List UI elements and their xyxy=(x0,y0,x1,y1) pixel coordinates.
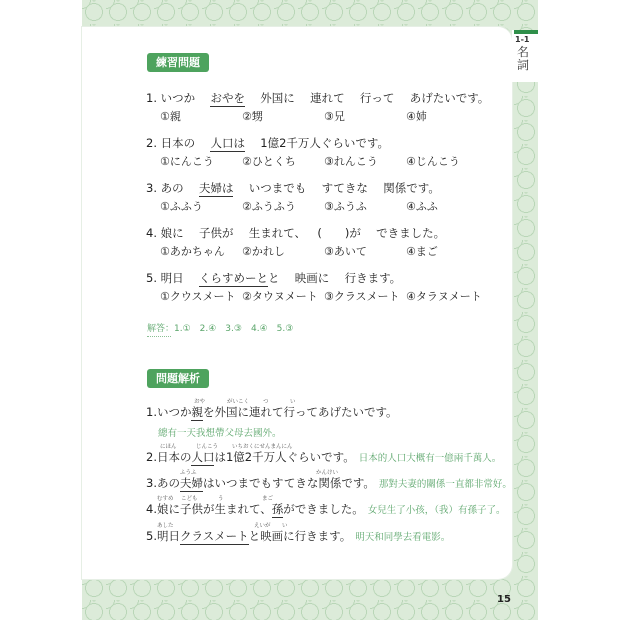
option[interactable]: ①あかちゃん xyxy=(160,245,225,258)
options-5 xyxy=(160,288,482,304)
furigana: えいが xyxy=(254,523,271,529)
chapter-title: 名詞 xyxy=(517,45,530,72)
option[interactable]: ④ふふ xyxy=(406,200,438,213)
translation: 那對夫妻的關係一直都非常好。 xyxy=(378,479,512,490)
option[interactable]: ②ふうふう xyxy=(242,200,296,213)
option[interactable]: ②甥 xyxy=(242,110,263,123)
translation: 明天和同學去看電影。 xyxy=(355,532,451,543)
translation: 總有一天我想帶父母去國外。 xyxy=(158,428,282,439)
furigana: つ xyxy=(263,399,269,405)
furigana: かんけい xyxy=(316,470,339,476)
furigana: まご xyxy=(262,496,274,502)
page-number: 15 xyxy=(497,594,511,605)
option[interactable]: ④じんこう xyxy=(406,155,460,168)
question-number: 2. xyxy=(146,136,157,150)
question-1: 1. いつか おやを 外国に 連れて 行って あげたいです。 xyxy=(146,91,490,105)
question-2: 2. 日本の 人口は 1億2千万人ぐらいです。 xyxy=(146,136,389,150)
question-target: 夫婦は xyxy=(198,181,234,195)
question-text: いつか xyxy=(160,91,196,105)
furigana: こども xyxy=(181,496,198,502)
answer-word: 夫婦 xyxy=(179,476,203,490)
option[interactable]: ①にんこう xyxy=(160,155,214,168)
options-3 xyxy=(160,198,438,214)
question-number: 5. xyxy=(146,271,157,285)
furigana: いちおくにせんまんにん xyxy=(232,444,293,450)
analysis-item-1: 1.いつか親を外国に連れて行ってあげたいです。 xyxy=(146,405,398,419)
furigana: ふうふ xyxy=(180,470,197,476)
option[interactable]: ②かれし xyxy=(242,245,285,258)
translation: 日本的人口大概有一億兩千萬人。 xyxy=(358,453,502,464)
divider xyxy=(147,336,171,337)
analysis-item-2: 2.日本の人口は1億2千万人ぐらいです。 日本的人口大概有一億兩千萬人。 xyxy=(146,450,502,464)
option[interactable]: ③あいて xyxy=(324,245,367,258)
chapter-number: 1-1 xyxy=(515,35,530,44)
analysis-badge: 問題解析 xyxy=(147,369,209,388)
answer-key: 解答：1.① 2.④ 3.③ 4.④ 5.③ xyxy=(147,324,294,334)
furigana: むすめ xyxy=(157,496,174,502)
answer-word: 孫 xyxy=(271,502,284,516)
answer-word: クラスメート xyxy=(179,529,249,543)
question-3: 3. あの 夫婦は いつまでも すてきな 関係です。 xyxy=(146,181,440,195)
furigana: い xyxy=(282,523,288,529)
furigana: じんこう xyxy=(196,444,219,450)
furigana: い xyxy=(290,399,296,405)
furigana: にほん xyxy=(160,444,177,450)
analysis-item-5: 5.明日クラスメートと映画に行きます。 明天和同學去看電影。 xyxy=(146,529,451,543)
question-text: 明日 xyxy=(160,271,184,285)
practice-badge: 練習問題 xyxy=(147,53,209,72)
option[interactable]: ①ふふう xyxy=(160,200,203,213)
answer-word: 人口 xyxy=(191,450,215,464)
furigana: う xyxy=(218,496,224,502)
options-1 xyxy=(160,108,427,124)
question-text: あの xyxy=(160,181,184,195)
option[interactable]: ②タウヌメート xyxy=(242,290,318,303)
question-5: 5. 明日 くらすめーとと 映画に 行きます。 xyxy=(146,271,402,285)
answer-word: 親 xyxy=(191,405,203,419)
question-target: くらすめーと xyxy=(198,271,268,285)
question-number: 3. xyxy=(146,181,157,195)
question-target: おやを xyxy=(210,91,245,105)
option[interactable]: ③れんこう xyxy=(324,155,378,168)
option[interactable]: ④タラヌメート xyxy=(406,290,482,303)
translation: 女兒生了小孩，（我）有孫子了。 xyxy=(367,505,506,516)
question-text: 娘に xyxy=(160,226,184,240)
option[interactable]: ①クウスメート xyxy=(160,290,236,303)
chapter-bar xyxy=(514,30,538,34)
option[interactable]: ④姉 xyxy=(406,110,427,123)
question-number: 1. xyxy=(146,91,157,105)
option[interactable]: ③クラスメート xyxy=(324,290,400,303)
option[interactable]: ①親 xyxy=(160,110,181,123)
question-4: 4. 娘に 子供が 生まれて、 ( )が できました。 xyxy=(146,226,446,240)
furigana: がいこく xyxy=(227,399,250,405)
options-2 xyxy=(160,153,460,169)
question-target: 人口は xyxy=(210,136,245,150)
analysis-item-3: 3.あの夫婦はいつまでもすてきな関係です。 那對夫妻的關係一直都非常好。 xyxy=(146,476,512,490)
options-4 xyxy=(160,243,438,259)
question-text: 日本の xyxy=(160,136,196,150)
furigana: おや xyxy=(194,399,206,405)
option[interactable]: ②ひとくち xyxy=(242,155,296,168)
question-number: 4. xyxy=(146,226,157,240)
furigana: あした xyxy=(157,523,174,529)
option[interactable]: ③ふうふ xyxy=(324,200,367,213)
option[interactable]: ③兄 xyxy=(324,110,345,123)
question-blank: ( )が xyxy=(317,226,361,240)
option[interactable]: ④まご xyxy=(406,245,438,258)
analysis-item-4: 4.娘に子供が生まれて、孫ができました。 女兒生了小孩，（我）有孫子了。 xyxy=(146,502,506,516)
